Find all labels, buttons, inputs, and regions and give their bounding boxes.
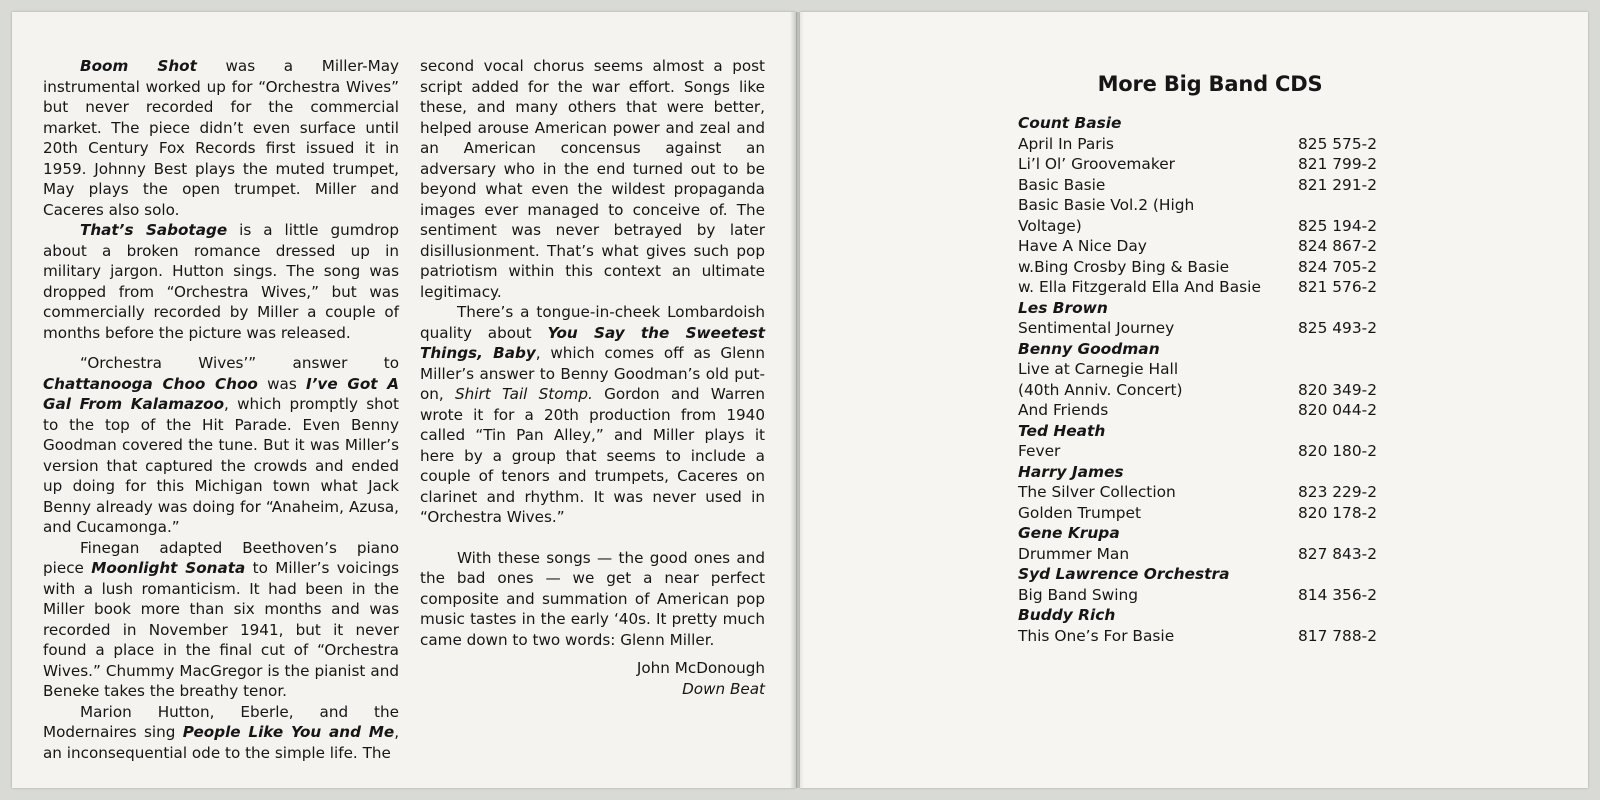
- catalog-number: 824 867-2: [1298, 237, 1377, 255]
- song-title: You Say the Sweetest Things, Baby: [420, 323, 765, 362]
- album-title: Live at Carnegie Hall: [1018, 360, 1179, 378]
- paragraph-text: “Orchestra Wives’” answer to: [80, 354, 399, 372]
- album-title: Fever: [1018, 442, 1061, 460]
- catalog-item: [1018, 195, 1378, 216]
- catalog-item: [1018, 359, 1378, 380]
- catalog-item: [1018, 441, 1378, 462]
- text-column-1: [43, 56, 399, 763]
- album-title: This One’s For Basie: [1018, 626, 1175, 645]
- book-gutter: [790, 12, 804, 788]
- paragraph-text: was: [257, 374, 307, 393]
- catalog-number: [1298, 359, 1378, 380]
- catalog-item: [1018, 175, 1378, 196]
- album-title: Voltage): [1018, 216, 1082, 235]
- paragraph-text: to Miller’s voicings with a lush romanticism. It had been in the Miller book more than six months and was recorded in November 1941, but it never found a place in the final cut of “Orchestra Wives.” Chummy MacGregor is the pianist and Beneke takes the breathy tenor.: [43, 559, 399, 700]
- catalog-number: 827 843-2: [1298, 544, 1377, 563]
- catalog-item: [1018, 585, 1378, 606]
- right-page: [800, 12, 1588, 788]
- album-title: The Silver Collection: [1018, 483, 1176, 501]
- catalog-number: 824 705-2: [1298, 257, 1377, 276]
- catalog-item: [1018, 503, 1378, 524]
- paragraph-text: There’s a tongue-in-cheek Lombardoish quality about: [420, 303, 765, 342]
- album-title: Sentimental Journey: [1018, 319, 1175, 337]
- catalog-item: [1018, 154, 1378, 175]
- paragraph: [43, 538, 399, 702]
- album-title: Have A Nice Day: [1018, 237, 1147, 255]
- catalog-number: 825 194-2: [1298, 216, 1377, 235]
- paragraph-text: Gordon and Warren wrote it for a 20th production from 1940 called “Tin Pan Alley,” and Miller plays it here by a group that seems to include a couple of tenors and trumpets, Caceres on clarinet and rhythm. It was never used in “Orchestra Wives.”: [420, 385, 765, 526]
- catalog-artist: Count Basie: [1018, 114, 1122, 132]
- catalog-number: 820 349-2: [1298, 380, 1377, 399]
- album-title: (40th Anniv. Concert): [1018, 380, 1183, 399]
- publication-name: Down Beat: [682, 679, 765, 698]
- catalog-number: [1298, 195, 1378, 216]
- catalog-number: 814 356-2: [1298, 585, 1377, 604]
- album-title: April In Paris: [1018, 134, 1114, 153]
- song-title: Boom Shot: [80, 57, 197, 75]
- paragraph-text: Marion Hutton, Eberle, and the Modernaires sing: [43, 702, 399, 741]
- song-title: People Like You and Me: [182, 723, 395, 741]
- album-title: w.Bing Crosby Bing & Basie: [1018, 257, 1230, 276]
- paragraph: [43, 702, 399, 764]
- catalog-item: [1018, 400, 1378, 421]
- catalog-number: 821 576-2: [1298, 278, 1377, 296]
- catalog-artist: Benny Goodman: [1018, 339, 1160, 358]
- catalog-number: 821 799-2: [1298, 155, 1377, 173]
- paragraph: [43, 353, 399, 538]
- catalog-number: 820 178-2: [1298, 503, 1377, 522]
- song-title: Chattanooga Choo Choo: [43, 374, 258, 393]
- catalog-artist: Les Brown: [1018, 298, 1108, 317]
- catalog-item: [1018, 626, 1378, 647]
- catalog-number: 817 788-2: [1298, 626, 1377, 645]
- album-title: Li’l Ol’ Groovemaker: [1018, 155, 1175, 173]
- catalog-list: [1018, 113, 1378, 646]
- paragraph: second vocal chorus seems almost a post script added for the war effort. Songs like these, and many others that were better, helped arouse American power and zeal and an American concensus against an adversary who in the end turned out to be beyond what even the wildest propaganda images ever managed to conceive of. The sentiment was never betrayed by later disillusionment. That’s what gives such pop patriotism within this context an ultimate legitimacy.: [420, 57, 765, 301]
- catalog-artist: Ted Heath: [1018, 421, 1106, 440]
- paragraph-text: , which promptly shot to the top of the Hit Parade. Even Benny Goodman covered the tune. But it was Miller’s version that captured the crowds and ended up doing for this Michigan town what Jack Benny already was doing for “Anaheim, Azusa, and Cucamonga.”: [43, 395, 400, 536]
- song-title: Moonlight Sonata: [91, 559, 246, 577]
- catalog-number: 825 575-2: [1298, 134, 1377, 153]
- catalog-title: More Big Band CDS: [1097, 72, 1323, 96]
- catalog-number: 821 291-2: [1298, 175, 1377, 194]
- album-title: Big Band Swing: [1018, 585, 1139, 604]
- album-title: w. Ella Fitzgerald Ella And Basie: [1018, 278, 1261, 296]
- album-title: Basic Basie Vol.2 (High: [1018, 196, 1195, 214]
- paragraph: [420, 302, 765, 528]
- catalog-item: [1018, 216, 1378, 237]
- paragraph-text: was a Miller-May instrumental worked up for “Orchestra Wives” but never recorded for the commercial market. The piece didn’t even surface until 20th Century Fox Records first issued it in 1959. Johnny Best plays the muted trumpet, May plays the open trumpet. Miller and Caceres also solo.: [43, 57, 399, 219]
- catalog-number: 820 044-2: [1298, 401, 1377, 419]
- catalog-number: 820 180-2: [1298, 442, 1377, 460]
- catalog-item: [1018, 277, 1378, 298]
- catalog-artist: Buddy Rich: [1018, 606, 1116, 624]
- album-title: Basic Basie: [1018, 175, 1106, 194]
- catalog-item: [1018, 482, 1378, 503]
- catalog-item: [1018, 318, 1378, 339]
- author-name: John McDonough: [636, 659, 765, 677]
- text-column-2: [420, 56, 765, 699]
- catalog-artist: Syd Lawrence Orchestra: [1018, 565, 1230, 583]
- album-title: Golden Trumpet: [1018, 503, 1141, 522]
- song-title: I’ve Got A Gal From Kalamazoo: [43, 374, 399, 413]
- catalog-item: [1018, 236, 1378, 257]
- album-title: And Friends: [1018, 401, 1109, 419]
- catalog-artist: Gene Krupa: [1018, 524, 1120, 542]
- catalog-item: [1018, 257, 1378, 278]
- paragraph: [43, 56, 399, 220]
- paragraph-text: , which comes off as Glenn Miller’s answer to Benny Goodman’s old put-on,: [420, 344, 765, 403]
- catalog-number: 823 229-2: [1298, 483, 1377, 501]
- paragraph: [43, 220, 399, 343]
- paragraph-text: , an inconsequential ode to the simple life. The: [43, 723, 400, 762]
- album-title: Drummer Man: [1018, 544, 1130, 563]
- catalog-item: [1018, 380, 1378, 401]
- paragraph-text: is a little gumdrop about a broken romance dressed up in military jargon. Hutton sings. The song was dropped from “Orchestra Wives,” but was commercially recorded by Miller a couple of months before the picture was released.: [43, 221, 399, 342]
- song-title: That’s Sabotage: [80, 221, 228, 239]
- left-page: [12, 12, 796, 788]
- catalog-artist: Harry James: [1018, 462, 1124, 481]
- catalog-number: 825 493-2: [1298, 319, 1377, 337]
- song-title-italic: Shirt Tail Stomp.: [455, 385, 593, 403]
- catalog-item: [1018, 134, 1378, 155]
- catalog-item: [1018, 544, 1378, 565]
- paragraph-text: Finegan adapted Beethoven’s piano piece: [43, 538, 399, 577]
- paragraph: With these songs — the good ones and the bad ones — we get a near perfect composite and summation of American pop music tastes in the early ‘40s. It pretty much came down to two words: Glenn Miller.: [420, 548, 765, 649]
